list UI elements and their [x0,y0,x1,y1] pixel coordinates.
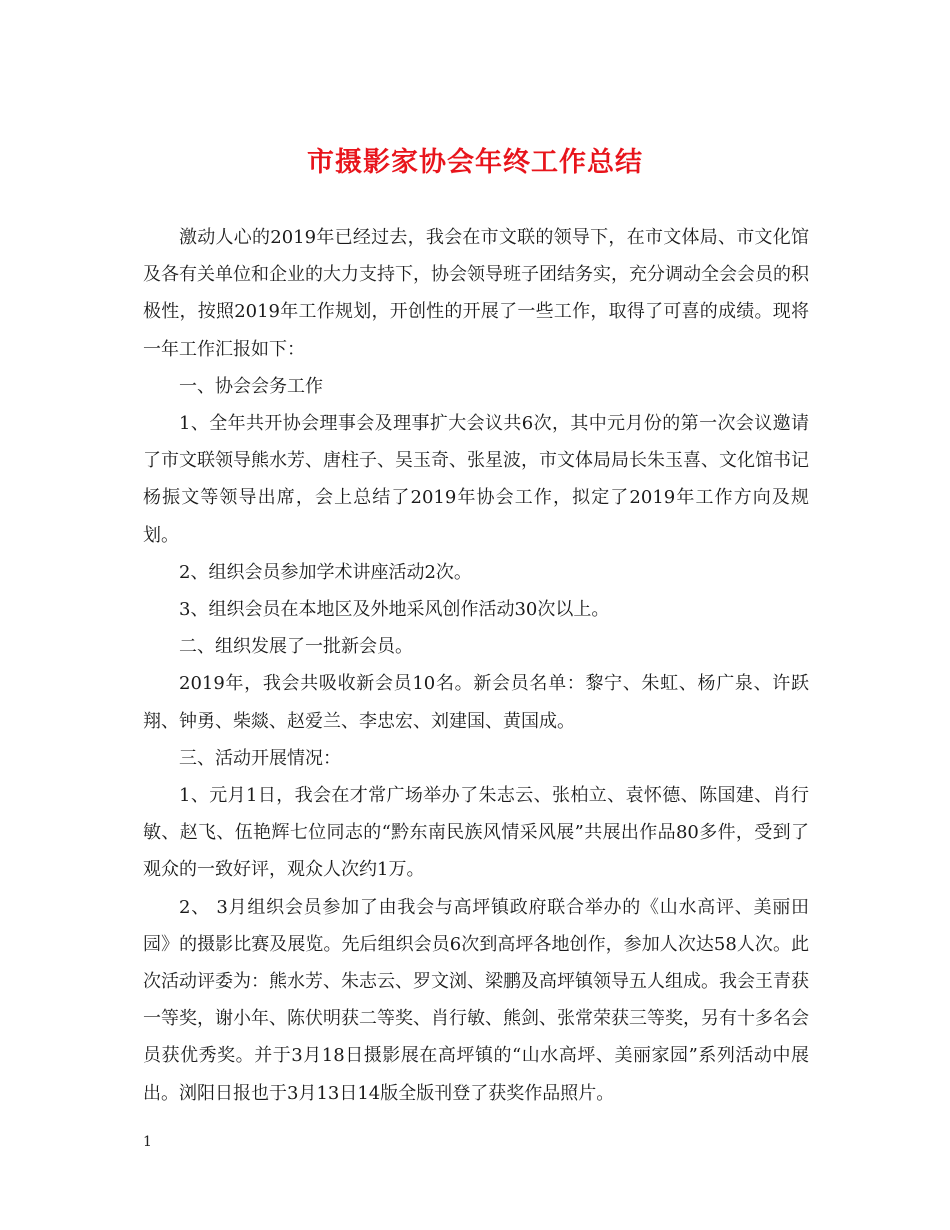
section-heading-2: 二、组织发展了一批新会员。 [179,636,413,658]
paragraph-item: 1、元月1日，我会在才常广场举办了朱志云、张柏立、袁怀德、陈国建、肖行敏、赵飞、伍艳辉七位同志的“黔东南民族风情采风展”共展出作品80多件，受到了观众的一致好评，观众人次约1万。 [143,785,809,881]
paragraph-item: 2、 3月组织会员参加了由我会与高坪镇政府联合举办的《山水高评、美丽田园》的摄影比赛及展览。先后组织会员6次到高坪各地创作，参加人次达58人次。此次活动评委为：熊水芳、朱志云、罗文浏、梁鹏及高坪镇领导五人组成。我会王青获一等奖，谢小年、陈伏明获二等奖、肖行敏、熊剑、张常荣获三等奖，另有十多名会员获优秀奖。并于3月18日摄影展在高坪镇的“山水高坪、美丽家园”系列活动中展出。浏阳日报也于3月13日14版全版刊登了获奖作品照片。 [143,896,809,1104]
paragraph-intro: 激动人心的2019年已经过去，我会在市文联的领导下，在市文体局、市文化馆及各有关单位和企业的大力支持下，协会领导班子团结务实，充分调动全会会员的积极性，按照2019年工作规划，开创性的开展了一些工作，取得了可喜的成绩。现将一年工作汇报如下： [143,227,809,360]
document-title: 市摄影家协会年终工作总结 [307,147,643,178]
document-body [143,219,809,1112]
paragraph-item: 2、组织会员参加学术讲座活动2次。 [179,561,472,583]
page-number: 1 [143,1134,152,1150]
paragraph-item: 3、组织会员在本地区及外地采风创作活动30次以上。 [179,599,610,621]
paragraph-item: 2019年，我会共吸收新会员10名。新会员名单：黎宁、朱虹、杨广泉、许跃翔、钟勇、柴燚、赵爱兰、李忠宏、刘建国、黄国成。 [143,673,809,732]
paragraph-item: 1、全年共开协会理事会及理事扩大会议共6次，其中元月份的第一次会议邀请了市文联领导熊水芳、唐柱子、吴玉奇、张星波，市文体局局长朱玉喜、文化馆书记杨振文等领导出席，会上总结了2019年协会工作，拟定了2019年工作方向及规划。 [143,413,809,546]
section-heading-1: 一、协会会务工作 [179,375,323,397]
section-heading-3: 三、活动开展情况： [179,747,341,769]
